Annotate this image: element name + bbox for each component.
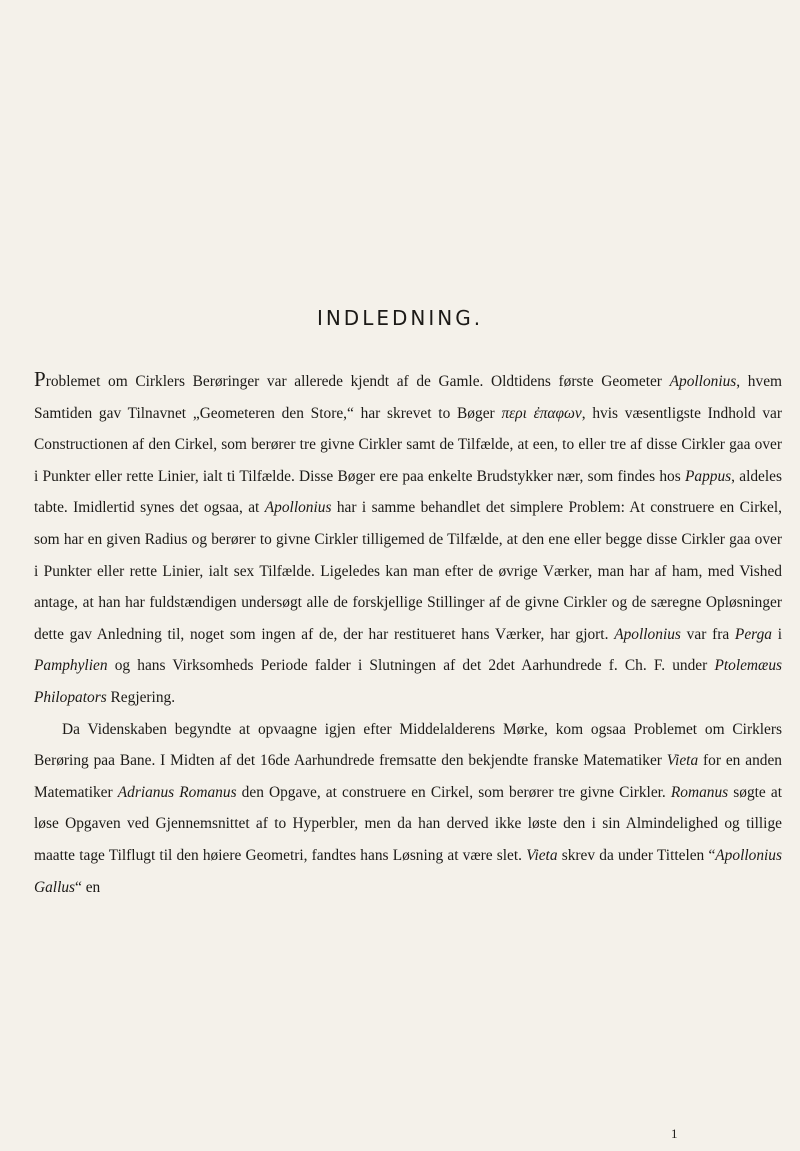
paragraph-2 bbox=[34, 714, 782, 904]
text-run: skrev da under Tittelen “ bbox=[557, 846, 716, 864]
text-run: søgte at løse Opgaven ved Gjennemsnittet af to Hyperbler, men da han derved ikke løste den i sin Almindelighed og tillige maatte tage Tilflugt til den høiere Geometri, fandtes hans Løsning at være slet. bbox=[34, 783, 782, 864]
drop-cap: P bbox=[34, 367, 46, 391]
italic-text: Apollonius bbox=[614, 625, 681, 643]
body-text bbox=[34, 364, 782, 903]
italic-text: Apollonius Gallus bbox=[34, 846, 782, 896]
page-number: 1 bbox=[671, 1126, 678, 1141]
text-run: roblemet om Cirklers Berøringer var allerede kjendt af de Gamle. Oldtidens første Geometer bbox=[45, 373, 670, 390]
italic-text: Pappus bbox=[684, 467, 732, 485]
text-run: “ en bbox=[75, 878, 101, 896]
paragraph-1-content bbox=[34, 373, 782, 706]
text-run: , hvis væsentligste Indhold var Constructionen af den Cirkel, som berører tre givne Cirkler samt de Tilfælde, at een, to eller tre af disse Cirkler gaa over i Punkter eller rette Linier, ialt ti Tilfælde. Disse Bøger ere paa enkelte Brudstykker nær, som findes hos bbox=[34, 404, 782, 485]
text-run: den Opgave, at construere en Cirkel, som berører tre givne Cirkler. bbox=[236, 783, 671, 801]
italic-text: Perga bbox=[734, 625, 772, 643]
italic-text: Apollonius bbox=[669, 373, 737, 390]
text-run: i bbox=[771, 625, 783, 643]
text-run: for en anden Matematiker bbox=[34, 752, 782, 801]
italic-text: Vieta bbox=[666, 752, 699, 770]
paragraph-1 bbox=[34, 364, 782, 714]
text-run: Da Videnskaben begyndte at opvaagne igjen efter Middelalderens Mørke, kom ogsaa Problemet om Cirklers Berøring paa Bane. I Midten af det 16de Aarhundrede fremsatte den bekjendte franske Matematiker bbox=[34, 720, 782, 770]
text-run: var fra bbox=[680, 625, 735, 643]
page-title: INDLEDNING. bbox=[316, 306, 484, 330]
text-run: , aldeles tabte. Imidlertid synes det ogsaa, at bbox=[34, 467, 782, 517]
italic-text: Vieta bbox=[526, 846, 558, 864]
italic-text: Romanus bbox=[670, 783, 729, 801]
italic-text: Adrianus Romanus bbox=[117, 783, 237, 801]
italic-text: Pamphylien bbox=[34, 657, 108, 675]
italic-text: περι ἐπαφων bbox=[501, 404, 582, 422]
text-run: , hvem Samtiden gav Tilnavnet „Geometeren den Store,“ har skrevet to Bøger bbox=[34, 373, 782, 422]
text-run: har i samme behandlet det simplere Problem: At construere en Cirkel, som har en given Radius og berører to givne Cirkler tilligemed de Tilfælde, at den ene eller begge disse Cirkler gaa over i Punkter eller rette Linier, ialt sex Tilfælde. Ligeledes kan man efter de øvrige Værker, man har af ham, med Vished antage, at han har fuldstændigen undersøgt alle de forskjellige Stillinger af de givne Cirkler og de særegne Opløsninger dette gav Anledning til, noget som ingen af de, der har restitueret hans Værker, har gjort. bbox=[34, 499, 782, 643]
text-run: Regjering. bbox=[106, 688, 176, 706]
italic-text: Ptolemæus Philopators bbox=[34, 657, 782, 706]
paragraph-2-content bbox=[34, 721, 782, 896]
text-run: og hans Virksomheds Periode falder i Slutningen af det 2det Aarhundrede f. Ch. F. under bbox=[107, 657, 715, 675]
italic-text: Apollonius bbox=[264, 499, 332, 517]
